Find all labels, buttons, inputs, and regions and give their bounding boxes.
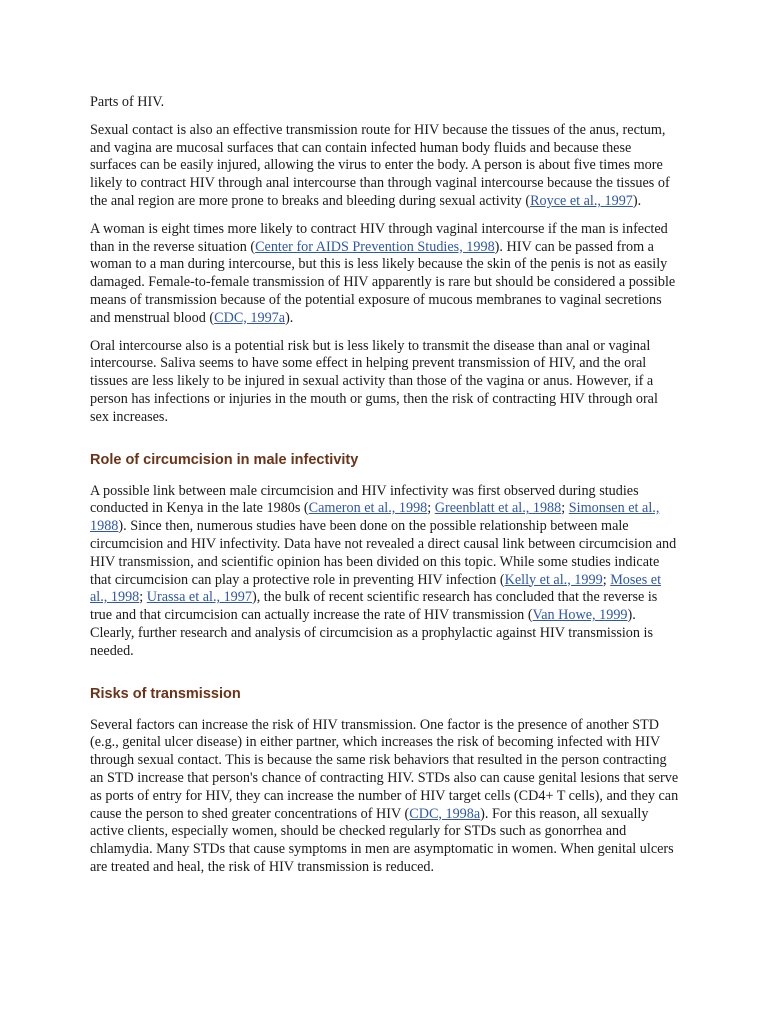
citation-link-kelly-1999[interactable]: Kelly et al., 1999 — [504, 571, 603, 588]
separator: ; — [602, 571, 611, 588]
text: A woman is eight times more likely to contract HIV through vaginal intercourse if the man is infected than in the reverse situation ( — [90, 220, 668, 255]
paragraph-woman-risk — [90, 221, 680, 328]
intro-line: Parts of HIV. — [90, 94, 165, 110]
separator: ; — [561, 500, 569, 517]
text: Several factors can increase the risk of HIV transmission. One factor is the presence of another STD (e.g., genital ulcer disease) in either partner, which increases the risk of becoming infected with HIV through sexual contact. This is because the same risk behaviors that resulted in the person contracting an STD increase that person's chance of contracting HIV. STDs also can cause genital lesions that serve as ports of entry for HIV, they can increase the number of HIV target cells (CD4+ T cells), and they can cause the person to shed greater concentrations of HIV ( — [90, 716, 679, 822]
text: Sexual contact is also an effective transmission route for HIV because the tissues of the anus, rectum, and vagina are mucosal surfaces that can contain infected human body fluids and because these surfaces can be easily injured, allowing the virus to enter the body. A person is about five times more likely to contract HIV through anal intercourse than through vaginal intercourse because the tissues of the anal region are more prone to breaks and bleeding during sexual activity ( — [90, 121, 670, 209]
citation-link-cdc-1997a[interactable]: CDC, 1997a — [214, 309, 286, 326]
paragraph-circumcision — [90, 483, 680, 661]
text: ). HIV can be passed from a woman to a man during intercourse, but this is less likely because the skin of the penis is not as easily damaged. Female-to-female transmission of HIV apparently is rare but should be considered a possible means of transmission because of the potential exposure of mucous membranes to vaginal secretions and menstrual blood ( — [90, 238, 676, 326]
text: ). — [285, 309, 294, 326]
paragraph-risks — [90, 717, 680, 877]
text: ). Clearly, further research and analysis of circumcision as a prophylactic against HIV transmission is needed. — [90, 607, 653, 659]
paragraph-sexual-contact — [90, 122, 680, 211]
text: ), the bulk of recent scientific research has concluded that the reverse is true and that circumcision can actually increase the rate of HIV transmission ( — [90, 589, 658, 624]
separator: ; — [427, 500, 435, 517]
citation-link-cameron-1998[interactable]: Cameron et al., 1998 — [308, 500, 428, 517]
citation-link-cdc-1998a[interactable]: CDC, 1998a — [409, 805, 481, 822]
text: ). — [632, 192, 642, 209]
citation-link-royce-1997[interactable]: Royce et al., 1997 — [530, 192, 633, 209]
text: ). For this reason, all sexually active clients, especially women, should be checked regularly for STDs such as gonorrhea and chlamydia. Many STDs that cause symptoms in men are asymptomatic in women. When genital ulcers are treated and heal, the risk of HIV transmission is reduced. — [90, 805, 674, 875]
section-heading-risks: Risks of transmission — [90, 685, 241, 702]
text: ). Since then, numerous studies have been done on the possible relationship between male circumcision and HIV infectivity. Data have not revealed a direct causal link between circumcision and HIV transmission, and scientific opinion has been divided on this topic. While some studies indicate that circumcision can play a protective role in preventing HIV infection ( — [90, 518, 677, 588]
text: A possible link between male circumcision and HIV infectivity was first observed during studies conducted in Kenya in the late 1980s ( — [90, 482, 639, 517]
section-heading-circumcision: Role of circumcision in male infectivity — [90, 451, 359, 468]
separator: ; — [139, 589, 147, 606]
citation-link-urassa-1997[interactable]: Urassa et al., 1997 — [146, 589, 252, 606]
paragraph-oral-intercourse: Oral intercourse also is a potential risk but is less likely to transmit the disease than anal or vaginal intercourse. Saliva seems to have some effect in helping prevent transmission of HIV, and the oral tissues are less likely to be injured in sexual activity than those of the vagina or anus. However, if a person has infections or injuries in the mouth or gums, then the risk of contracting HIV through oral sex increases. — [90, 337, 658, 425]
citation-link-caps-1998[interactable]: Center for AIDS Prevention Studies, 1998 — [255, 238, 495, 255]
citation-link-simonsen-1988[interactable]: Simonsen et al., 1988 — [90, 500, 660, 535]
citation-link-greenblatt-1988[interactable]: Greenblatt et al., 1988 — [434, 500, 562, 517]
citation-link-van-howe-1999[interactable]: Van Howe, 1999 — [532, 607, 628, 624]
citation-link-moses-1998[interactable]: Moses et al., 1998 — [90, 571, 662, 606]
